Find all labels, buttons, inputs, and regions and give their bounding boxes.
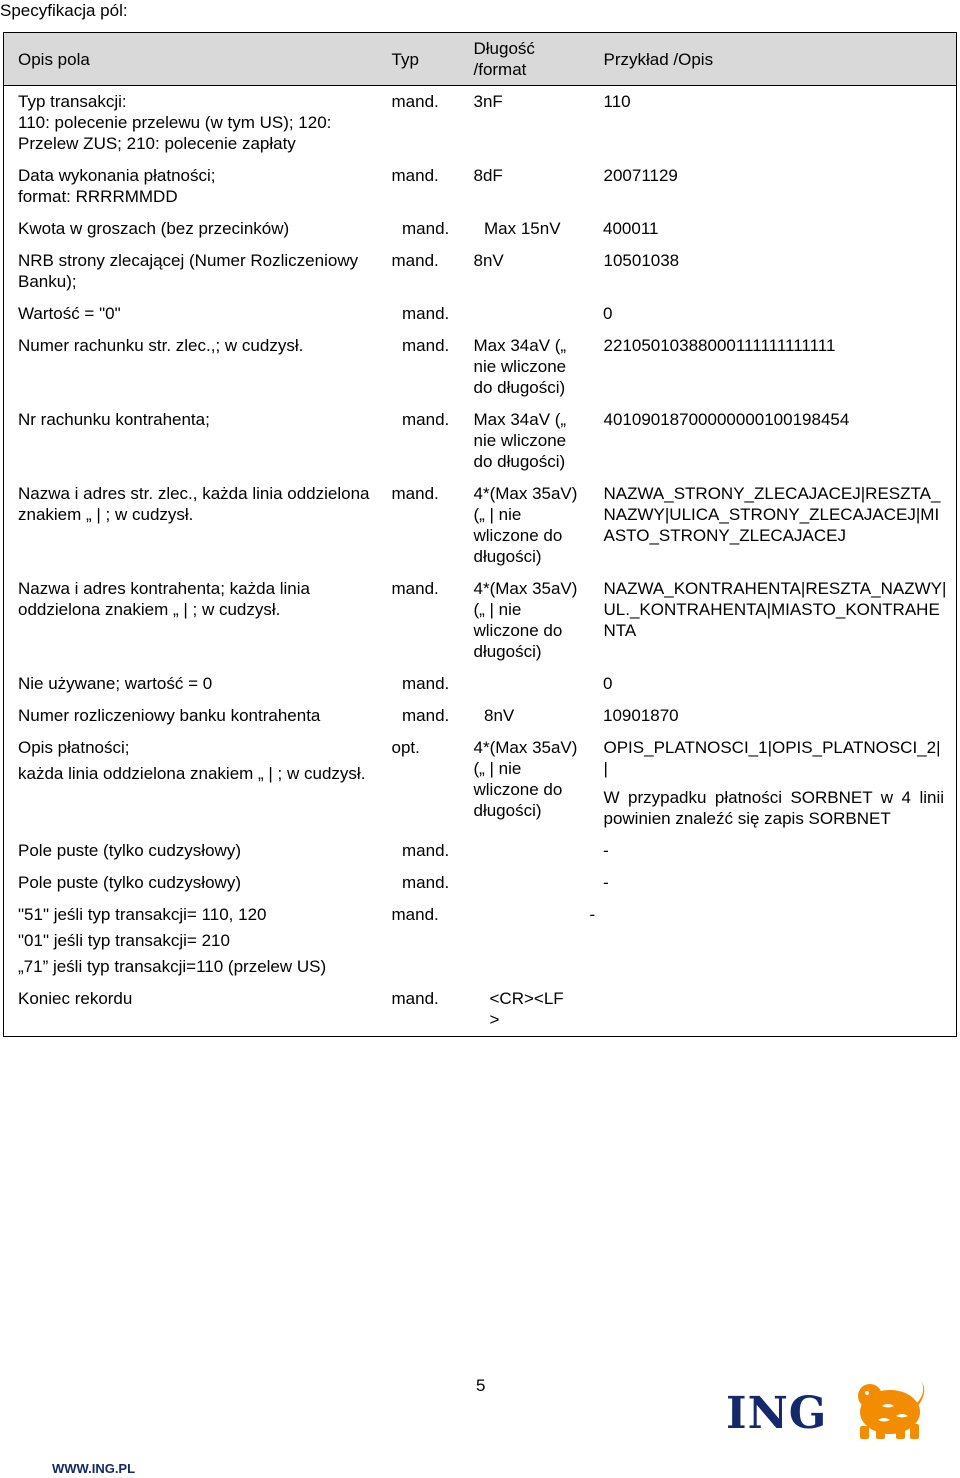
field-description-line1: "51" jeśli typ transakcji= 110, 120 xyxy=(18,905,267,924)
field-example: NAZWA_STRONY_ZLECAJACEJ|RESZTA_NAZWY|ULICA_STRONY_ZLECAJACEJ|MIASTO_STRONY_ZLECAJACEJ xyxy=(603,484,941,545)
row-inline-cells xyxy=(4,867,957,899)
field-type: mand. xyxy=(402,219,450,238)
website-link[interactable]: WWW.ING.PL xyxy=(52,1461,136,1476)
table-row xyxy=(4,330,957,404)
field-example: NAZWA_KONTRAHENTA|RESZTA_NAZWY|UL._KONTRAHENTA|MIASTO_KONTRAHENTA xyxy=(603,579,947,640)
field-length: 4*(Max 35aV) („ | nie wliczone do długości) xyxy=(473,738,578,820)
table-row xyxy=(4,86,957,161)
field-type: mand. xyxy=(391,579,439,598)
table-row xyxy=(4,404,957,478)
field-example: 0 xyxy=(603,674,613,693)
field-example: 20071129 xyxy=(603,166,678,185)
field-type: mand. xyxy=(391,92,439,111)
page-number: 5 xyxy=(476,1376,486,1395)
field-type: mand. xyxy=(391,989,439,1008)
field-type: mand. xyxy=(402,873,450,892)
field-description: Numer rozliczeniowy banku kontrahenta xyxy=(18,706,321,725)
field-description: NRB strony zlecającej (Numer Rozliczeniowy Banku); xyxy=(18,251,359,291)
field-description xyxy=(4,899,378,983)
header-example: Przykład /Opis xyxy=(590,33,957,86)
field-description-detail: format: RRRRMMDD xyxy=(18,187,178,206)
table-row xyxy=(4,160,957,213)
field-example: 0 xyxy=(603,304,613,323)
field-example xyxy=(590,732,957,835)
field-description: Nie używane; wartość = 0 xyxy=(18,674,213,693)
table-header-row xyxy=(4,33,957,86)
field-type: mand. xyxy=(402,410,450,429)
table-row xyxy=(4,700,957,732)
logo-text: ING xyxy=(726,1388,828,1439)
field-example xyxy=(590,983,957,1037)
field-length: 8nV xyxy=(473,251,504,270)
field-description xyxy=(4,86,378,161)
table-row xyxy=(4,983,957,1037)
field-description: Pole puste (tylko cudzysłowy) xyxy=(18,841,241,860)
field-length: <CR><LF> xyxy=(489,989,564,1029)
field-length: - xyxy=(603,841,609,860)
table-row xyxy=(4,298,957,330)
row-inline-cells xyxy=(4,668,957,700)
ing-logo xyxy=(726,1378,942,1444)
row-inline-cells xyxy=(4,835,957,867)
field-length: - xyxy=(589,905,596,924)
field-length: 8nV xyxy=(484,706,515,725)
lion-icon xyxy=(852,1378,928,1440)
field-length-cell xyxy=(474,899,590,983)
field-example: 22105010388000111111111111 xyxy=(603,336,836,355)
field-length: 8dF xyxy=(473,166,503,185)
field-type: mand. xyxy=(402,304,450,323)
field-description: Numer rachunku str. zlec.,; w cudzysł. xyxy=(18,336,304,355)
table-row xyxy=(4,899,957,983)
header-length-format xyxy=(474,33,590,86)
row-inline-cells xyxy=(4,298,957,330)
field-type: mand. xyxy=(402,674,450,693)
field-type: opt. xyxy=(391,738,420,757)
field-length: Max 15nV xyxy=(484,219,561,238)
field-spec-table xyxy=(3,32,957,1037)
table-row xyxy=(4,668,957,700)
field-description-detail: każda linia oddzielona znakiem „ | ; w cudzysł. xyxy=(18,764,366,783)
field-length-cell xyxy=(474,983,590,1037)
field-description-line3: „71” jeśli typ transakcji=110 (przelew US) xyxy=(18,957,327,976)
table-row xyxy=(4,732,957,835)
field-length: 4*(Max 35aV) („ | nie wliczone do długości) xyxy=(473,484,578,566)
field-length-dash-cell xyxy=(590,899,957,983)
field-example: 400011 xyxy=(603,219,659,238)
field-type: mand. xyxy=(402,706,450,725)
field-length: Max 34aV („ nie wliczone do długości) xyxy=(473,410,567,471)
field-description-title: Opis płatności; xyxy=(18,738,130,757)
field-description xyxy=(4,160,378,213)
table-row xyxy=(4,245,957,298)
field-type: mand. xyxy=(402,841,450,860)
header-length-line2: /format xyxy=(473,60,527,79)
header-length-line1: Długość xyxy=(473,39,535,58)
field-description: Nr rachunku kontrahenta; xyxy=(18,410,210,429)
table-row xyxy=(4,867,957,899)
table-row xyxy=(4,573,957,668)
row-desc-type xyxy=(4,330,474,404)
field-length: - xyxy=(603,873,609,892)
field-description: Nazwa i adres kontrahenta; każda linia oddzielona znakiem „ | ; w cudzysł. xyxy=(18,579,310,619)
field-type: mand. xyxy=(391,251,439,270)
field-example-value: OPIS_PLATNOSCI_1|OPIS_PLATNOSCI_2|| xyxy=(603,738,941,778)
field-type: mand. xyxy=(391,905,439,924)
field-description xyxy=(4,732,378,835)
field-description: Wartość = "0" xyxy=(18,304,121,323)
header-field-description: Opis pola xyxy=(4,33,378,86)
field-length: Max 34aV („ nie wliczone do długości) xyxy=(473,336,567,397)
field-example: 40109018700000000100198454 xyxy=(603,410,850,429)
table-row xyxy=(4,213,957,245)
field-description: Koniec rekordu xyxy=(18,989,133,1008)
field-description-title: Typ transakcji: xyxy=(18,92,127,111)
field-description-title: Data wykonania płatności; xyxy=(18,166,216,185)
table-row xyxy=(4,835,957,867)
field-description: Pole puste (tylko cudzysłowy) xyxy=(18,873,241,892)
field-description: Nazwa i adres str. zlec., każda linia oddzielona znakiem „ | ; w cudzysł. xyxy=(18,484,370,524)
field-description-detail: 110: polecenie przelewu (w tym US); 120: Przelew ZUS; 210: polecenie zapłaty xyxy=(18,113,332,153)
field-type: mand. xyxy=(391,484,439,503)
field-description: Kwota w groszach (bez przecinków) xyxy=(18,219,290,238)
table-row xyxy=(4,478,957,573)
row-inline-cells xyxy=(4,700,957,732)
row-inline-cells xyxy=(4,213,957,245)
field-description-line2: "01" jeśli typ transakcji= 210 xyxy=(18,931,230,950)
header-type: Typ xyxy=(378,33,474,86)
field-type: mand. xyxy=(402,336,450,355)
field-example: 10501038 xyxy=(603,251,680,270)
field-length: 4*(Max 35aV) („ | nie wliczone do długości) xyxy=(473,579,578,661)
field-length: 3nF xyxy=(473,92,503,111)
field-example: 110 xyxy=(603,92,631,111)
field-example: 10901870 xyxy=(603,706,679,725)
field-type: mand. xyxy=(391,166,439,185)
row-desc-type xyxy=(4,404,474,478)
section-heading: Specyfikacja pól: xyxy=(0,1,128,20)
field-example-note: W przypadku płatności SORBNET w 4 linii powinien znaleźć się zapis SORBNET xyxy=(603,788,944,828)
